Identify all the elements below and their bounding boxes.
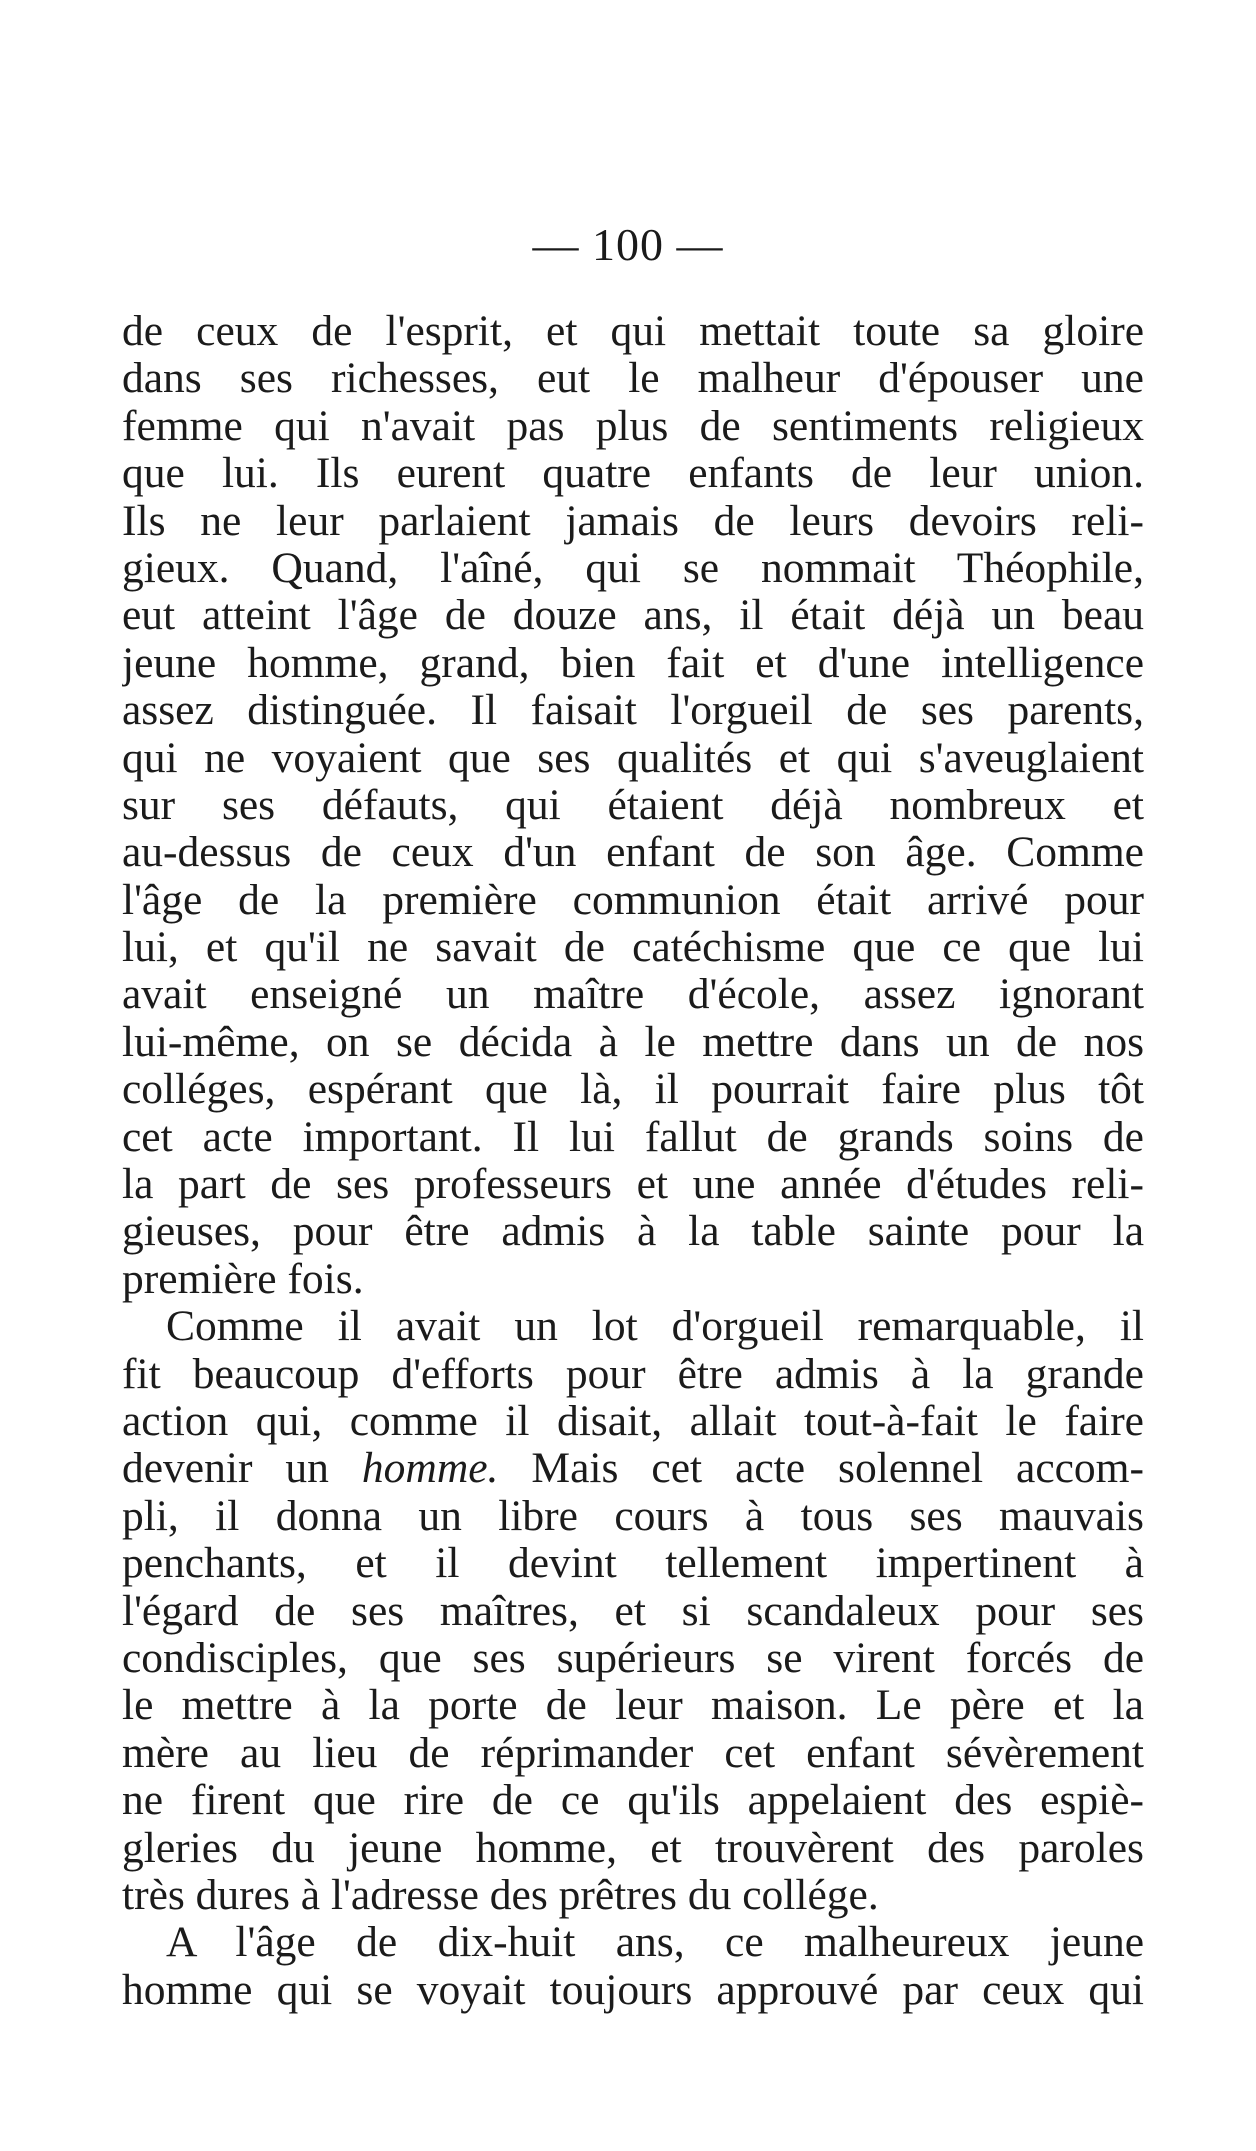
- text-line: dans ses richesses, eut le malheur d'épouser une: [122, 355, 1144, 403]
- text-line: cet acte important. Il lui fallut de grands soins de: [122, 1113, 1144, 1161]
- text-line: assez distinguée. Il faisait l'orgueil de ses parents,: [122, 687, 1144, 735]
- page-number: — 100 —: [532, 219, 724, 270]
- text-line: avait enseigné un maître d'école, assez ignorant: [122, 971, 1144, 1019]
- text-line: homme qui se voyait toujours approuvé par ceux qui: [122, 1966, 1144, 2014]
- text-line: le mettre à la porte de leur maison. Le père et la: [122, 1682, 1144, 1730]
- text-line: Comme il avait un lot d'orgueil remarquable, il: [166, 1303, 1144, 1351]
- text-line: sur ses défauts, qui étaient déjà nombreux et: [122, 781, 1144, 829]
- text-line: que lui. Ils eurent quatre enfants de leur union.: [122, 450, 1144, 498]
- text-line: ne firent que rire de ce qu'ils appelaient des espiè-: [122, 1777, 1144, 1825]
- text-line: première fois.: [122, 1255, 364, 1303]
- text-line: très dures à l'adresse des prêtres du collége.: [122, 1871, 879, 1919]
- text-line: colléges, espérant que là, il pourrait faire plus tôt: [122, 1066, 1144, 1114]
- paragraph-2: [122, 1303, 1144, 1919]
- text-line: jeune homme, grand, bien fait et d'une intelligence: [122, 639, 1144, 687]
- text-line: gieuses, pour être admis à la table sainte pour la: [122, 1208, 1144, 1256]
- text-line: Ils ne leur parlaient jamais de leurs devoirs reli-: [122, 497, 1144, 545]
- text-line: gleries du jeune homme, et trouvèrent des paroles: [122, 1824, 1144, 1872]
- text-line: condisciples, que ses supérieurs se virent forcés de: [122, 1634, 1144, 1682]
- text-line: gieux. Quand, l'aîné, qui se nommait Théophile,: [122, 544, 1144, 592]
- text-line: eut atteint l'âge de douze ans, il était déjà un beau: [122, 592, 1144, 640]
- text-line: penchants, et il devint tellement impertinent à: [122, 1540, 1144, 1588]
- paragraph-1: [122, 308, 1144, 1303]
- text-line: de ceux de l'esprit, et qui mettait toute sa gloire: [122, 308, 1144, 355]
- text-line: l'âge de la première communion était arrivé pour: [122, 876, 1144, 924]
- text-line: femme qui n'avait pas plus de sentiments religieux: [122, 402, 1144, 450]
- text-line: la part de ses professeurs et une année d'études reli-: [122, 1161, 1144, 1209]
- text-line: A l'âge de dix-huit ans, ce malheureux jeune: [166, 1919, 1144, 1967]
- text-line: lui-même, on se décida à le mettre dans un de nos: [122, 1018, 1144, 1066]
- paragraph-3: [122, 1919, 1144, 2014]
- text-line: l'égard de ses maîtres, et si scandaleux pour ses: [122, 1587, 1144, 1635]
- text-line-mixed: [122, 1445, 1144, 1492]
- text-fragment: devenir un: [122, 1445, 362, 1493]
- italic-word: homme.: [361, 1445, 499, 1493]
- text-line: lui, et qu'il ne savait de catéchisme que ce que lui: [122, 924, 1144, 972]
- text-line: pli, il donna un libre cours à tous ses mauvais: [122, 1492, 1144, 1540]
- page-body: [122, 308, 1144, 2014]
- text-line: qui ne voyaient que ses qualités et qui s'aveuglaient: [122, 734, 1144, 782]
- text-line: au-dessus de ceux d'un enfant de son âge. Comme: [122, 829, 1144, 877]
- text-line: fit beaucoup d'efforts pour être admis à la grande: [122, 1350, 1144, 1398]
- text-fragment: Mais cet acte solennel accom-: [498, 1445, 1144, 1493]
- text-line: action qui, comme il disait, allait tout-à-fait le faire: [122, 1397, 1144, 1445]
- text-line: mère au lieu de réprimander cet enfant sévèrement: [122, 1729, 1144, 1777]
